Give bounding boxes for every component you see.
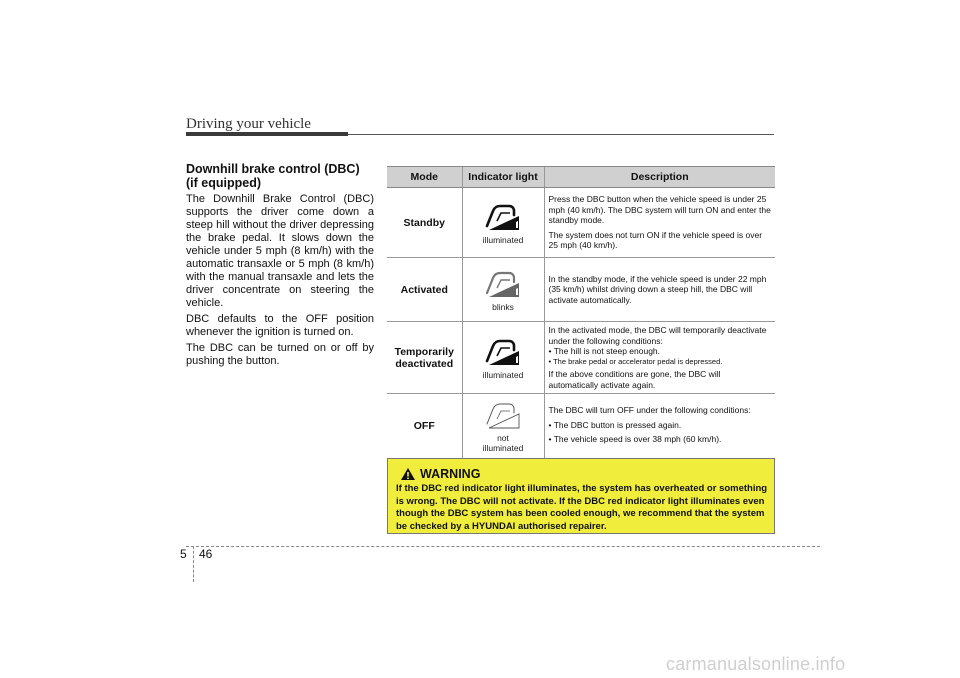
page-header-title: Driving your vehicle <box>186 116 311 132</box>
section-title-line1: Downhill brake control (DBC) <box>186 162 360 176</box>
indicator-activated-label: blinks <box>492 301 514 312</box>
desc-standby-p1: Press the DBC button when the vehicle speed is under 25 mph (40 km/h). The DBC system will turn ON and enter the standby mode. <box>548 194 771 226</box>
header-rule-dark <box>186 132 348 136</box>
indicator-standby <box>462 188 544 258</box>
desc-activated-p1: In the standby mode, if the vehicle speed is under 22 mph (35 km/h) whilst driving down a steep hill, the DBC will activate automatically. <box>548 273 767 305</box>
col-header-mode: Mode <box>387 167 462 188</box>
mode-temporarily-line1: Temporarily <box>394 345 454 358</box>
list-item: • The brake pedal or accelerator pedal is depressed. <box>549 357 772 368</box>
desc-off-intro: The DBC will turn OFF under the following conditions: <box>548 405 751 416</box>
warning-text: If the DBC red indicator light illuminates, the system has overheated or something is wrong. The DBC will not activate. If the DBC red indicator light illuminates even though the DBC system has been cooled enough, we recommend that the system be checked by a HYUNDAI authorised repairer. <box>396 483 768 532</box>
indicator-off-label-line1: not <box>497 433 509 443</box>
list-item: • The hill is not steep enough. <box>549 346 772 357</box>
desc-standby-p2: The system does not turn ON if the vehicle speed is over 25 mph (40 km/h). <box>548 229 763 251</box>
downhill-car-icon <box>483 399 523 431</box>
list-item: • The vehicle speed is over 38 mph (60 km/h). <box>549 434 772 445</box>
desc-temporarily-outro: If the above conditions are gone, the DBC will automatically activate again. <box>548 369 721 390</box>
warning-triangle-icon <box>400 467 416 481</box>
indicator-activated <box>462 258 544 322</box>
indicator-off-label-line2: illuminated <box>482 443 524 453</box>
desc-off <box>544 394 775 459</box>
mode-activated: Activated <box>387 258 462 322</box>
indicator-standby-label: illuminated <box>482 234 524 245</box>
section-title <box>186 162 374 190</box>
table-row-off <box>387 394 775 459</box>
list-item: • The DBC button is pressed again. <box>549 420 772 431</box>
mode-off: OFF <box>387 394 462 459</box>
downhill-car-icon <box>483 268 523 300</box>
footer-rule <box>186 546 820 547</box>
dbc-intro-column <box>186 162 374 371</box>
desc-temporarily-intro: In the activated mode, the DBC will temporarily deactivate under the following conditions: <box>548 325 767 346</box>
indicator-temporarily <box>462 322 544 394</box>
downhill-car-icon <box>483 336 523 368</box>
table-row-standby <box>387 188 775 258</box>
desc-off-list <box>549 420 772 445</box>
desc-temporarily <box>544 322 775 394</box>
warning-heading <box>396 467 768 481</box>
default-paragraph: DBC defaults to the OFF position whenever the ignition is turned on. <box>186 313 374 338</box>
warning-label: WARNING <box>420 467 481 481</box>
downhill-car-icon <box>483 201 523 233</box>
col-header-indicator: Indicator light <box>462 167 544 188</box>
indicator-off <box>462 394 544 459</box>
desc-standby <box>544 188 775 258</box>
footer-vertical-rule <box>193 546 194 582</box>
desc-temporarily-list <box>549 346 772 367</box>
indicator-temporarily-label: illuminated <box>482 369 524 380</box>
intro-paragraph: The Downhill Brake Control (DBC) supports the driver come down a steep hill without the driver depressing the brake pedal. It slows down the vehicle under 5 mph (8 km/h) with the automatic transaxle or 5 mph (8 km/h) with the manual transaxle and lets the driver concentrate on steering the vehicle. <box>186 193 374 309</box>
page-number: 46 <box>199 547 213 561</box>
desc-activated <box>544 258 775 322</box>
warning-box <box>387 458 775 534</box>
table-header-row <box>387 167 775 188</box>
watermark-link[interactable]: carmanualsonline.info <box>666 654 846 674</box>
mode-temporarily-line2: deactivated <box>395 357 454 370</box>
toggle-paragraph: The DBC can be turned on or off by pushing the button. <box>186 342 374 367</box>
table-row-activated <box>387 258 775 322</box>
header-rule-light <box>348 134 774 135</box>
mode-temporarily-deactivated <box>387 322 462 394</box>
section-title-line2: (if equipped) <box>186 176 261 190</box>
dbc-mode-table <box>387 166 775 459</box>
col-header-description: Description <box>544 167 775 188</box>
mode-standby: Standby <box>387 188 462 258</box>
section-number: 5 <box>180 547 187 561</box>
table-row-temporarily-deactivated <box>387 322 775 394</box>
